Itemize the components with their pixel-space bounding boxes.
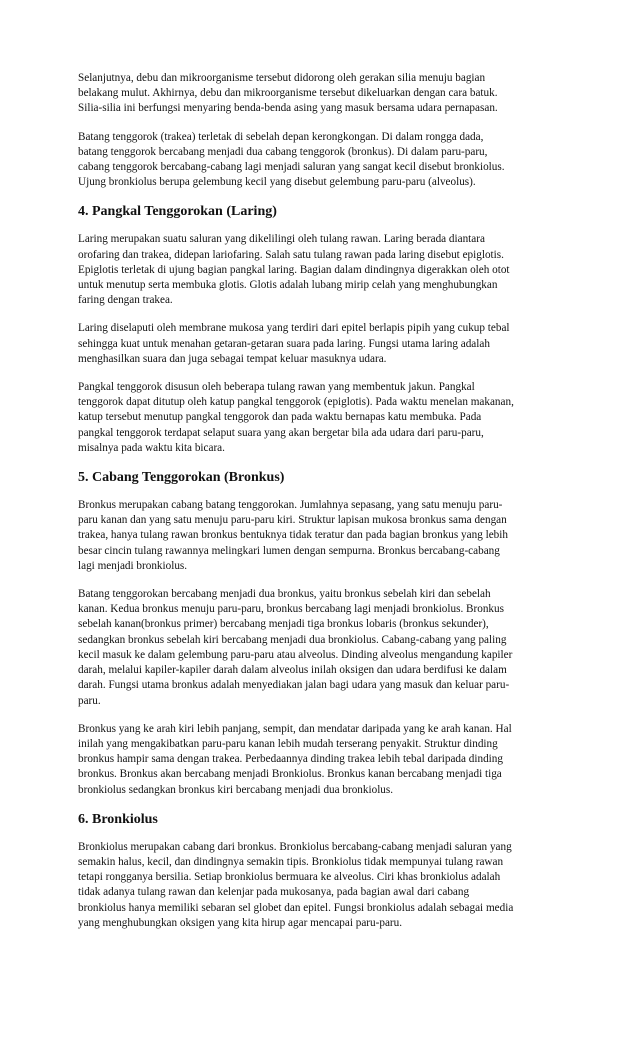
section-heading-laring: 4. Pangkal Tenggorokan (Laring)	[78, 204, 277, 220]
text-line: misalnya pada waktu kita bicara.	[78, 441, 225, 454]
text-line: Selanjutnya, debu dan mikroorganisme tersebut didorong oleh gerakan silia menuju bagian	[78, 72, 486, 84]
document-page	[78, 71, 564, 944]
text-line: sedangkan bronkus sebelah kiri bercabang menjadi dua bronkiolus. Cabang-cabang yang paling	[78, 633, 507, 646]
text-line: Epiglotis terletak di ujung bagian pangkal laring. Bagian dalam dindingnya digerakkan oleh otot	[78, 263, 510, 276]
text-line: lagi menjadi bronkiolus.	[78, 559, 188, 572]
text-line: darah, melalui kapiler-kapiler darah dalam alveolus inilah oksigen dan udara berdifusi ke dalam	[78, 664, 507, 677]
text-line: Bronkiolus merupakan cabang dari bronkus. Bronkiolus bercabang-cabang menjadi saluran yang	[78, 840, 512, 853]
text-line: cabang tenggorok bercabang-cabang lagi menjadi saluran yang sangat kecil disebut bronkiolus.	[78, 161, 505, 174]
text-line: untuk menutup serta membuka glotis. Glotis adalah lubang mirip celah yang menghubungkan	[78, 279, 498, 292]
text-line: Bronkus yang ke arah kiri lebih panjang, sempit, dan mendatar daripada yang ke arah kanan. Hal	[78, 722, 512, 735]
text-line: bronkiolus sedangkan bronkus kiri bercabang menjadi dua bronkiolus.	[78, 783, 394, 796]
paragraph	[78, 71, 564, 117]
text-line: batang tenggorok bercabang menjadi dua cabang tenggorok (bronkus). Di dalam paru-paru,	[78, 145, 488, 158]
text-line: katup tersebut menutup pangkal tenggorok dan pada waktu bernapas katu membuka. Pada	[78, 411, 482, 424]
text-line: menghasilkan suara dan juga sebagai tempat keluar masuknya udara.	[78, 352, 387, 365]
text-line: Laring merupakan suatu saluran yang dikelilingi oleh tulang rawan. Laring berada diantara	[78, 233, 485, 246]
paragraph	[78, 722, 564, 798]
text-line: tidak adanya tulang rawan dan kelenjar pada mukosanya, pada bagian awal dari cabang	[78, 886, 470, 899]
text-line: faring dengan trakea.	[78, 294, 173, 307]
section-heading-bronkus: 5. Cabang Tenggorokan (Bronkus)	[78, 470, 285, 486]
paragraph	[78, 498, 564, 574]
text-line: pangkal tenggorok terdapat selaput suara yang akan bergetar bila ada udara dari paru-paru,	[78, 426, 484, 439]
paragraph	[78, 232, 564, 308]
text-line: trakea, hanya tulang rawan bronkus bentuknya tidak teratur dan pada bagian bronkus yang lebih	[78, 529, 508, 542]
text-line: darah. Fungsi utama bronkus adalah menyediakan jalan bagi udara yang masuk dan keluar paru-	[78, 679, 510, 692]
paragraph	[78, 587, 564, 709]
text-line: sebelah kanan(bronkus primer) bercabang menjadi tiga bronkus lobaris (bronkus sekunder),	[78, 618, 489, 631]
section-heading-bronkiolus: 6. Bronkiolus	[78, 811, 158, 827]
text-line: sehingga kuat untuk menahan getaran-getaran suara pada laring. Fungsi utama laring adalah	[78, 337, 490, 350]
paragraph	[78, 840, 564, 931]
text-line: Batang tenggorok (trakea) terletak di sebelah depan kerongkongan. Di dalam rongga dada,	[78, 130, 484, 143]
text-line: bronkiolus hanya memiliki sebaran sel globet dan epitel. Fungsi bronkiolus adalah sebagai media	[78, 901, 514, 914]
text-line: Bronkus merupakan cabang batang tenggorokan. Jumlahnya sepasang, yang satu menuju paru-	[78, 499, 503, 512]
text-line: bronkus. Bronkus akan bercabang menjadi Bronkiolus. Bronkus kanan bercabang menjadi tiga	[78, 768, 502, 781]
text-line: belakang mulut. Akhirnya, debu dan mikroorganisme tersebut dikeluarkan dengan cara batuk.	[78, 87, 498, 100]
text-line: Pangkal tenggorok disusun oleh beberapa tulang rawan yang membentuk jakun. Pangkal	[78, 381, 475, 394]
text-line: tetapi rongganya bersilia. Setiap bronkiolus bermuara ke alveolus. Ciri khas bronkiolus adalah	[78, 871, 501, 884]
text-line: inilah yang mengakibatkan paru-paru kanan lebih mudah terserang penyakit. Struktur dinding	[78, 737, 498, 750]
paragraph	[78, 130, 564, 191]
paragraph	[78, 380, 564, 456]
text-line: semakin halus, kecil, dan dindingnya semakin tipis. Bronkiolus tidak mempunyai tulang rawan	[78, 855, 504, 868]
text-line: Silia-silia ini berfungsi menyaring benda-benda asing yang masuk bersama udara pernapasan.	[78, 102, 498, 115]
text-line: bronkus hampir sama dengan trakea. Perbedaannya dinding trakea lebih tebal daripada dinding	[78, 753, 503, 766]
text-line: paru kanan dan yang satu menuju paru-paru kiri. Struktur lapisan mukosa bronkus sama dengan	[78, 514, 507, 527]
text-line: kanan. Kedua bronkus menuju paru-paru, bronkus bercabang lagi menjadi bronkiolus. Bronkus	[78, 603, 504, 616]
text-line: kecil masuk ke dalam gelembung paru-paru atau alveolus. Dinding alveolus mengandung kapiler	[78, 648, 513, 661]
text-line: Ujung bronkiolus berupa gelembung kecil yang disebut gelembung paru-paru (alveolus).	[78, 176, 476, 189]
text-line: tenggorok dapat ditutup oleh katup pangkal tenggorok (epiglotis). Pada waktu menelan makanan,	[78, 396, 514, 409]
text-line: Laring diselaputi oleh membrane mukosa yang terdiri dari epitel berlapis pipih yang cukup tebal	[78, 322, 510, 335]
text-line: besar cincin tulang rawannya melingkari lumen dengan sempurna. Bronkus bercabang-cabang	[78, 544, 500, 557]
paragraph	[78, 321, 564, 367]
text-line: orofaring dan trakea, didepan lariofaring. Salah satu tulang rawan pada laring disebut epiglotis.	[78, 248, 504, 261]
text-line: paru.	[78, 694, 101, 707]
text-line: yang menghubungkan oksigen yang kita hirup agar mencapai paru-paru.	[78, 916, 403, 929]
text-line: Batang tenggorokan bercabang menjadi dua bronkus, yaitu bronkus sebelah kiri dan sebelah	[78, 588, 491, 601]
